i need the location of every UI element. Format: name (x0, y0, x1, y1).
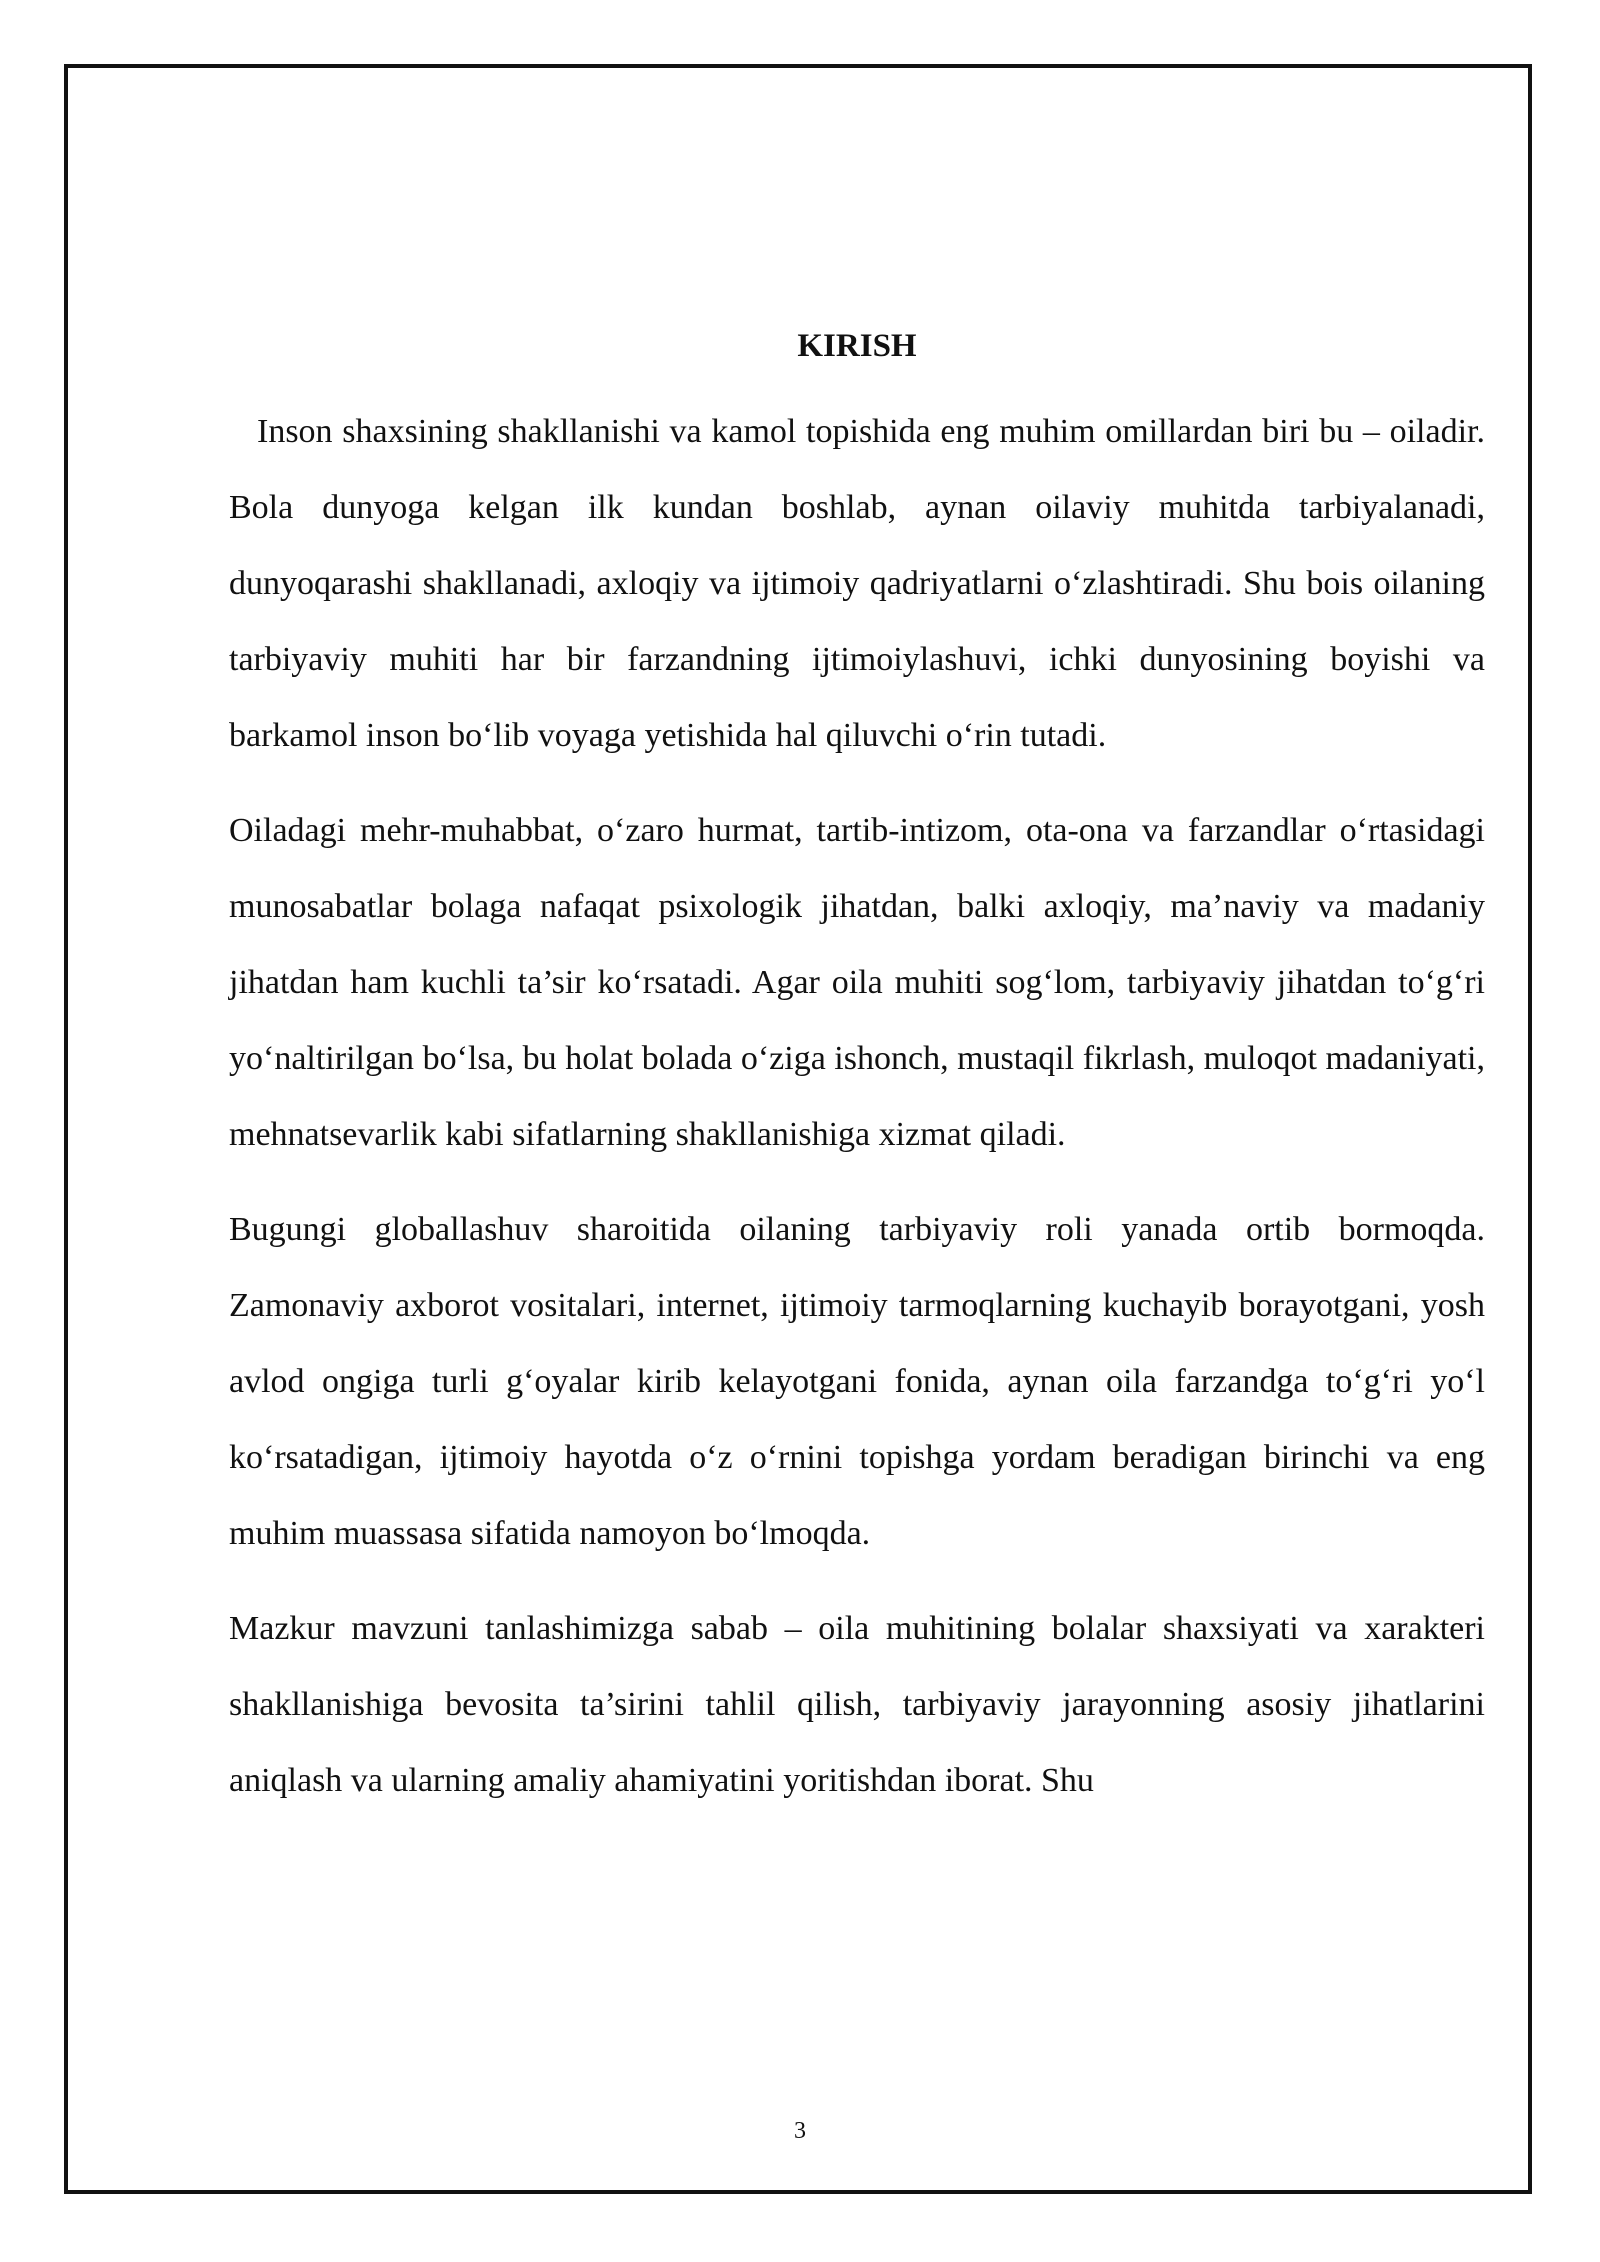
paragraph-topic-reason: Mazkur mavzuni tanlashimizga sabab – oila muhitining bolalar shaxsiyati va xarakteri shakllanishiga bevosita ta’sirini tahlil qilish, tarbiyaviy jarayonning asosiy jihatlarini aniqlash va ularning amaliy ahamiyatini yoritishdan iborat. Shu (229, 1610, 1485, 1799)
page-number: 3 (794, 2118, 806, 2144)
section-heading: KIRISH (797, 328, 917, 364)
paragraph-family-relations: Oiladagi mehr-muhabbat, o‘zaro hurmat, tartib-intizom, ota-ona va farzandlar o‘rtasidagi munosabatlar bolaga nafaqat psixologik jihatdan, balki axloqiy, ma’naviy va madaniy jihatdan ham kuchli ta’sir ko‘rsatadi. Agar oila muhiti sog‘lom, tarbiyaviy jihatdan to‘g‘ri yo‘naltirilgan bo‘lsa, bu holat bolada o‘ziga ishonch, mustaqil fikrlash, muloqot madaniyati, mehnatsevarlik kabi sifatlarning shakllanishiga xizmat qiladi. (229, 812, 1485, 1153)
document-body (229, 322, 1485, 1838)
paragraph-globalization: Bugungi globallashuv sharoitida oilaning tarbiyaviy roli yanada ortib bormoqda. Zamonaviy axborot vositalari, internet, ijtimoiy tarmoqlarning kuchayib borayotgani, yosh avlod ongiga turli g‘oyalar kirib kelayotgani fonida, aynan oila farzandga to‘g‘ri yo‘l ko‘rsatadigan, ijtimoiy hayotda o‘z o‘rnini topishga yordam beradigan birinchi va eng muhim muassasa sifatida namoyon bo‘lmoqda. (229, 1211, 1485, 1552)
paragraph-intro: Inson shaxsining shakllanishi va kamol topishida eng muhim omillardan biri bu – oiladir. Bola dunyoga kelgan ilk kundan boshlab, aynan oilaviy muhitda tarbiyalanadi, dunyoqarashi shakllanadi, axloqiy va ijtimoiy qadriyatlarni o‘zlashtiradi. Shu bois oilaning tarbiyaviy muhiti har bir farzandning ijtimoiylashuvi, ichki dunyosining boyishi va barkamol inson bo‘lib voyaga yetishida hal qiluvchi o‘rin tutadi. (229, 413, 1485, 754)
